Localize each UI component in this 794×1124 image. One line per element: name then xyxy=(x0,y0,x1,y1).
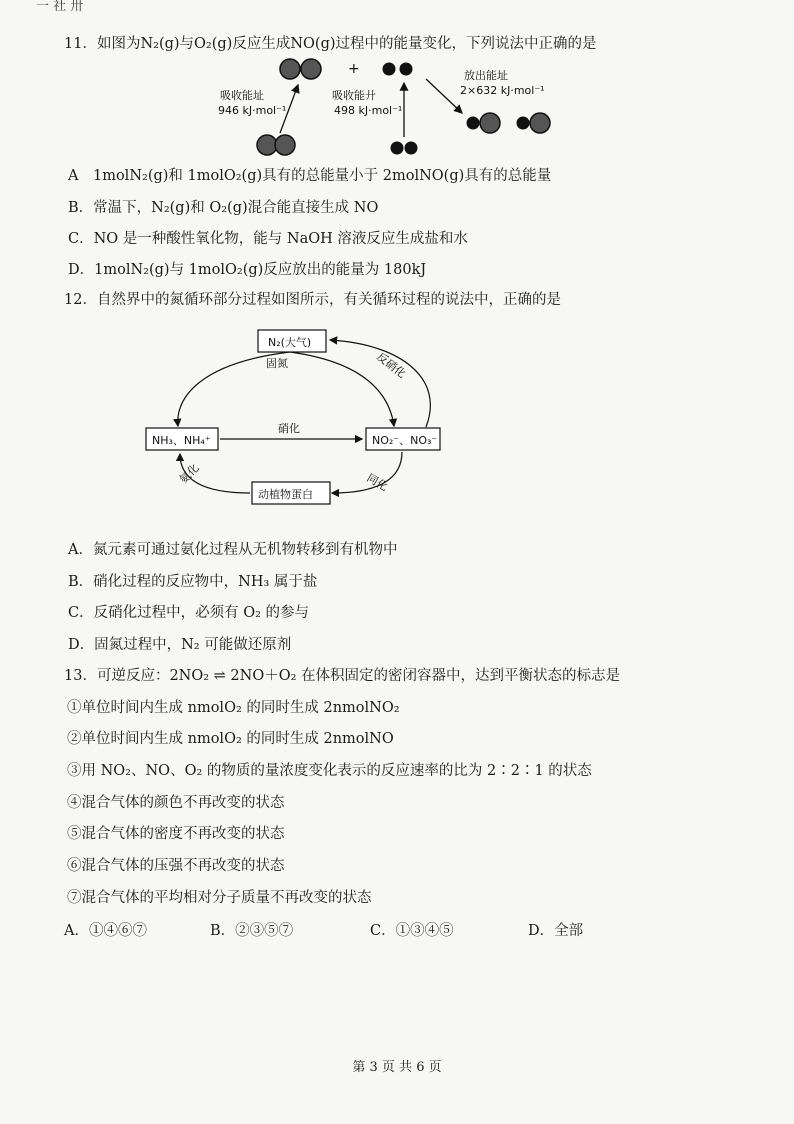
q13-statement-1: ①单位时间内生成 nmolO₂ 的同时生成 2nmolNO₂ xyxy=(67,700,400,716)
label-ammonification: 氨化 xyxy=(176,461,202,487)
q13-choice-a: A．①④⑥⑦ xyxy=(64,923,147,939)
q12-option-c: C．反硝化过程中，必须有 O₂ 的参与 xyxy=(68,605,310,621)
release-arrow xyxy=(426,79,462,113)
q13-statement-5: ⑤混合气体的密度不再改变的状态 xyxy=(67,826,285,842)
q13-choice-b: B．②③⑤⑦ xyxy=(210,923,294,939)
q13-choice-c: C．①③④⑤ xyxy=(370,923,454,939)
header-fragment: 一 社 卅 xyxy=(36,0,84,14)
release-label: 放出能址 xyxy=(464,69,508,82)
box-ammonia-text: NH₃、NH₄⁺ xyxy=(152,434,211,447)
q13-statement-4: ④混合气体的颜色不再改变的状态 xyxy=(67,795,285,811)
box-protein-text: 动植物蛋白 xyxy=(258,488,313,501)
q12-option-b: B．硝化过程的反应物中，NH₃ 属于盐 xyxy=(68,574,318,590)
label-fixation: 固氮 xyxy=(266,357,288,370)
q11-option-d: D．1molN₂(g)与 1molO₂(g)反应放出的能量为 180kJ xyxy=(68,262,427,278)
q13-statement-2: ②单位时间内生成 nmolO₂ 的同时生成 2nmolNO xyxy=(67,731,394,747)
box-n2-text: N₂(大气) xyxy=(268,336,312,349)
q13-statement-7: ⑦混合气体的平均相对分子质量不再改变的状态 xyxy=(67,890,372,906)
q13-choice-d: D．全部 xyxy=(528,923,584,939)
absorb-o2-value: 498 kJ·mol⁻¹ xyxy=(334,104,403,117)
q13-statement-3: ③用 NO₂、NO、O₂ 的物质的量浓度变化表示的反应速率的比为 2∶2∶1 的状态 xyxy=(67,763,592,779)
page-number: 第 3 页 共 6 页 xyxy=(352,1060,442,1075)
n2-molecule xyxy=(257,135,295,155)
o2-molecule xyxy=(391,142,418,155)
box-nitrite-nitrate-text: NO₂⁻、NO₃⁻ xyxy=(372,434,438,447)
absorb-n2-value: 946 kJ·mol⁻¹ xyxy=(218,104,287,117)
label-nitrification: 硝化 xyxy=(278,422,300,435)
plus-sign: + xyxy=(348,61,360,77)
absorb-o2-label: 吸收能廾 xyxy=(332,89,376,102)
question-13-stem: 13．可逆反应：2NO₂ ⇌ 2NO＋O₂ 在体积固定的密闭容器中，达到平衡状态的标志是 xyxy=(64,668,621,684)
o-atom-pair-top xyxy=(383,63,413,76)
label-assimilation: 同化 xyxy=(364,471,391,494)
q12-option-a: A．氮元素可通过氨化过程从无机物转移到有机物中 xyxy=(68,542,398,558)
question-11-stem: 11．如图为N₂(g)与O₂(g)反应生成NO(g)过程中的能量变化，下列说法中正确的是 xyxy=(64,36,597,52)
nitrogen-cycle-diagram xyxy=(140,318,460,508)
no-molecules xyxy=(467,113,551,133)
q13-statement-6: ⑥混合气体的压强不再改变的状态 xyxy=(67,858,285,874)
energy-diagram xyxy=(210,55,560,160)
q11-option-a: A 1molN₂(g)和 1molO₂(g)具有的总能量小于 2molNO(g)具有的总能量 xyxy=(68,168,552,184)
q12-option-d: D．固氮过程中，N₂ 可能做还原剂 xyxy=(68,637,292,653)
q11-option-b: B．常温下，N₂(g)和 O₂(g)混合能直接生成 NO xyxy=(68,200,379,216)
question-12-stem: 12．自然界中的氮循环部分过程如图所示，有关循环过程的说法中，正确的是 xyxy=(64,292,561,308)
absorb-n2-label: 吸收能址 xyxy=(220,89,264,102)
n-atom-pair-top xyxy=(280,59,321,79)
arrow-assimilation xyxy=(332,452,402,493)
q11-option-c: C．NO 是一种酸性氧化物，能与 NaOH 溶液反应生成盐和水 xyxy=(68,231,468,247)
release-value: 2×632 kJ·mol⁻¹ xyxy=(460,84,545,97)
label-denitrification: 反硝化 xyxy=(374,350,409,381)
